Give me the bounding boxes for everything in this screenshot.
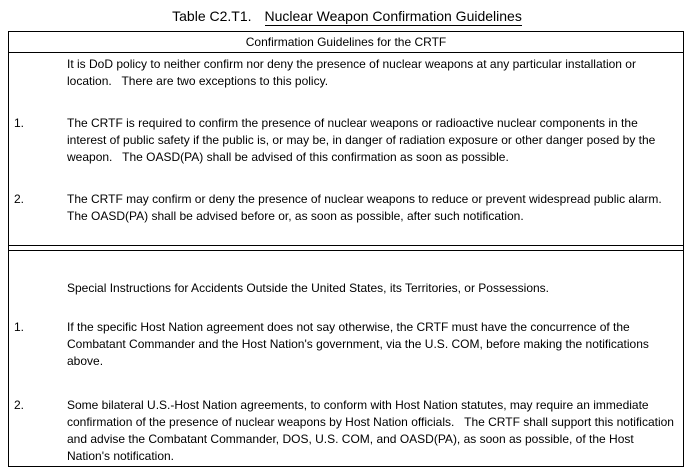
guideline-item	[14, 397, 677, 465]
item-number: 2.	[14, 398, 25, 412]
item-text: Some bilateral U.S.-Host Nation agreements, to conform with Host Nation statutes, may require an immediate confirmation of the presence of nuclear weapons by Host Nation officials. The CRTF shall support this notification and advise the Combatant Commander, DOS, U.S. COM, and OASD(PA), as soon as possible, of the Host Nation's notification.	[67, 398, 678, 463]
item-text: The CRTF may confirm or deny the presence of nuclear weapons to reduce or prevent widespread public alarm. The OASD(PA) shall be advised before or, as soon as possible, after such notification.	[67, 192, 672, 223]
special-instructions-heading: Special Instructions for Accidents Outside the United States, its Territories, or Possessions.	[67, 281, 549, 295]
section-crtf-guidelines	[9, 53, 683, 245]
item-text: If the specific Host Nation agreement does not say otherwise, the CRTF must have the concurrence of the Combatant Commander and the Host Nation's government, via the U.S. COM, before making the notifications above.	[67, 320, 653, 368]
table-title	[0, 0, 694, 26]
item-number: 1.	[14, 116, 25, 130]
table-title-text: Nuclear Weapon Confirmation Guidelines	[264, 8, 522, 24]
policy-intro-paragraph: It is DoD policy to neither confirm nor deny the presence of nuclear weapons at any particular installation or location. There are two exceptions to this policy.	[67, 57, 640, 88]
guideline-item	[14, 191, 677, 225]
guidelines-table	[8, 31, 684, 467]
section-outside-us	[9, 251, 683, 466]
item-number: 2.	[14, 192, 25, 206]
table-title-number: Table C2.T1.	[172, 8, 252, 24]
item-number: 1.	[14, 320, 25, 334]
guideline-item	[14, 319, 677, 370]
guideline-item	[14, 115, 677, 166]
item-text: The CRTF is required to confirm the presence of nuclear weapons or radioactive nuclear components in the interest of public safety if the public is, or may be, in danger of radiation exposure or other danger posed by the weapon. The OASD(PA) shall be advised of this confirmation as soon as possible.	[67, 116, 659, 164]
table-header: Confirmation Guidelines for the CRTF	[9, 32, 683, 53]
